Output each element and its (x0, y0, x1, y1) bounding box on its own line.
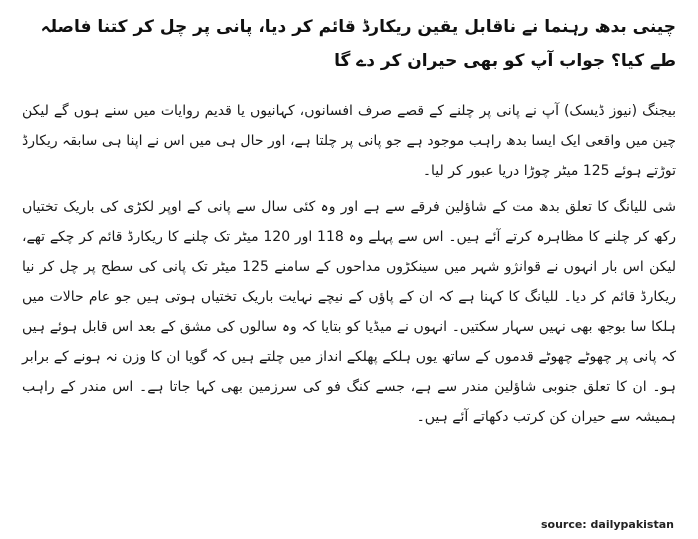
article-headline: چینی بدھ رہنما نے ناقابل یقین ریکارڈ قائم کر دیا، پانی پر چل کر کتنا فاصلہ طے کیا؟ جواب آپ کو بھی حیران کر دے گا (40, 17, 676, 71)
source-credit: source: dailypakistan (540, 518, 674, 531)
article-paragraph: بیجنگ (نیوز ڈیسک) آپ نے پانی پر چلنے کے قصے صرف افسانوں، کہانیوں یا قدیم روایات میں سنے ہوں گے لیکن چین میں واقعی ایک ایسا بدھ راہب موجود ہے جو پانی پر چلتا ہے، اور حال ہی میں اس نے اپنا ہی سابقہ ریکارڈ توڑتے ہوئے 125 میٹر چوڑا دریا عبور کر لیا۔ (22, 103, 676, 179)
article-paragraph: شی للیانگ کا تعلق بدھ مت کے شاؤلین فرقے سے ہے اور وہ کئی سال سے پانی کے اوپر لکڑی کی باریک تختیاں رکھ کر چلنے کا مظاہرہ کرتے آئے ہیں۔ اس سے پہلے وہ 118 اور 120 میٹر تک چلنے کا ریکارڈ قائم کر چکے تھے، لیکن اس بار انہوں نے قوانژو شہر میں سینکڑوں مداحوں کے سامنے 125 میٹر تک پانی کی سطح پر چل کر نیا ریکارڈ قائم کر دیا۔ للیانگ کا کہنا ہے کہ ان کے پاؤں کے نیچے نہایت باریک تختیاں ہوتی ہیں جو عام حالات میں ہلکا سا بوجھ بھی نہیں سہار سکتیں۔ انہوں نے میڈیا کو بتایا کہ وہ سالوں کی مشق کے بعد اس قابل ہوئے ہیں کہ پانی پر چھوٹے چھوٹے قدموں کے ساتھ یوں ہلکے پھلکے انداز میں چلتے ہیں کہ گویا ان کا وزن نہ ہونے کے برابر ہو۔ ان کا تعلق جنوبی شاؤلین مندر سے ہے، جسے کنگ فو کی سرزمین بھی کہا جاتا ہے۔ اس مندر کے راہب ہمیشہ سے حیران کن کرتب دکھاتے آئے ہیں۔ (22, 199, 677, 425)
